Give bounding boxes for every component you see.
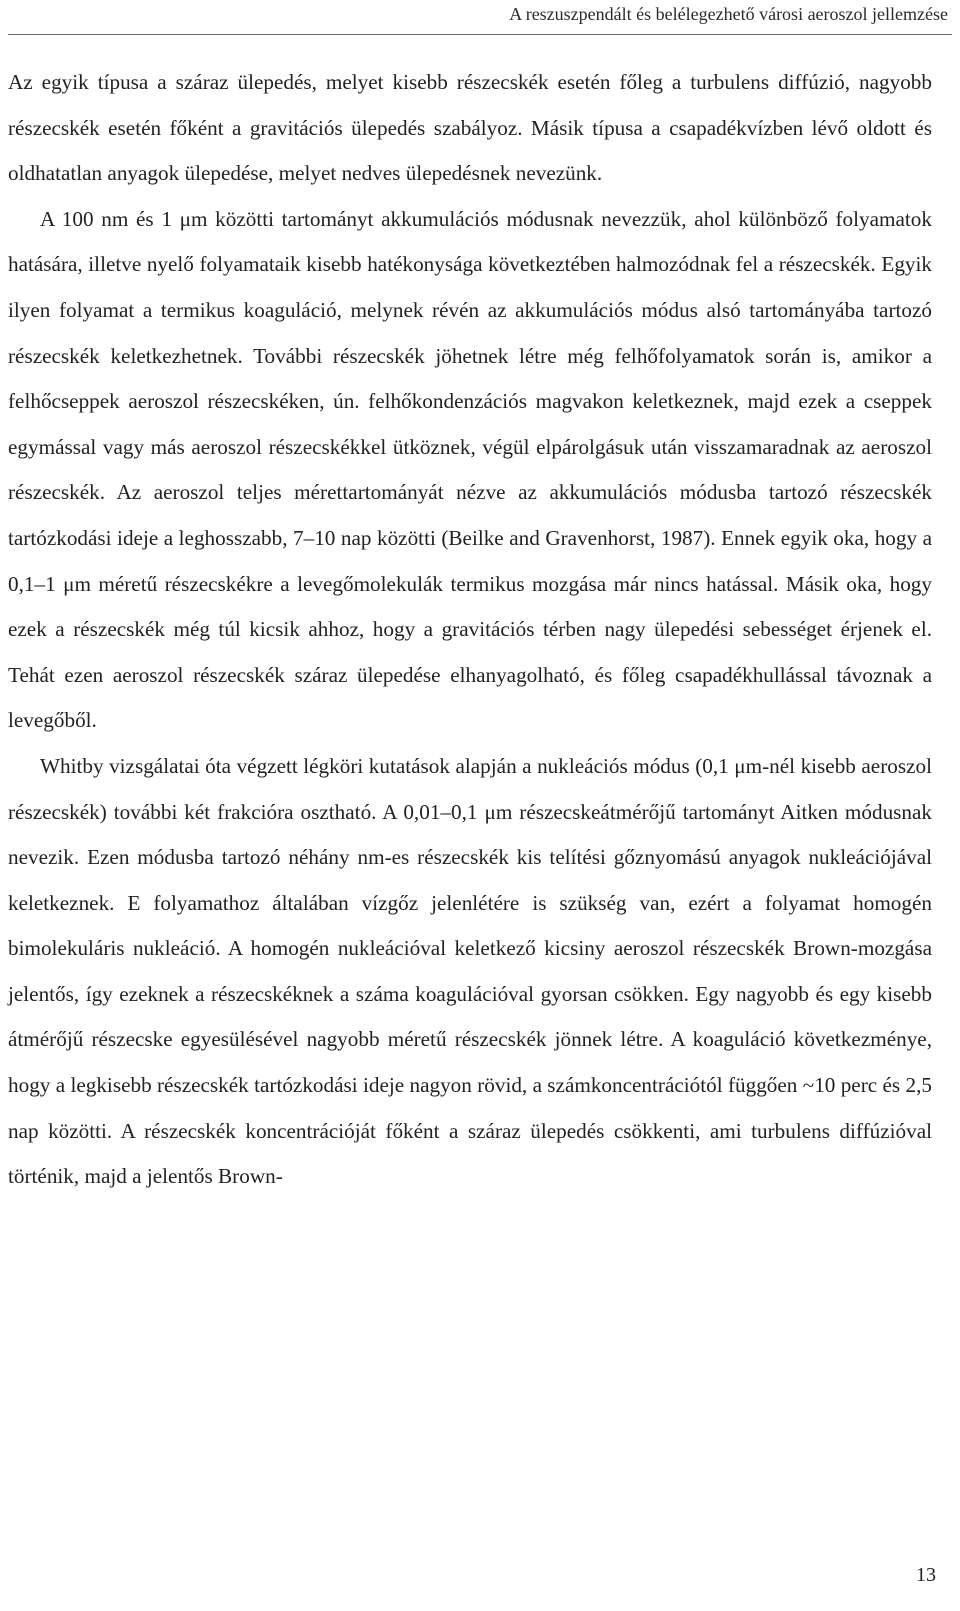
body-text xyxy=(8,60,932,1200)
running-header: A reszuszpendált és belélegezhető városi aeroszol jellemzése xyxy=(509,4,948,24)
paragraph-nucleation-mode: Whitby vizsgálatai óta végzett légköri kutatások alapján a nukleációs módus (0,1 μm-nél kisebb aeroszol részecskék) további két frakcióra osztható. A 0,01–0,1 μm részecskeátmérőjű tartományt Aitken módusnak nevezik. Ezen módusba tartozó néhány nm-es részecskék kis telítési gőznyomású anyagok nukleációjával keletkeznek. E folyamathoz általában vízgőz jelenlétére is szükség van, ezért a folyamat homogén bimolekuláris nukleáció. A homogén nukleációval keletkező kicsiny aeroszol részecskék Brown-mozgása jelentős, így ezeknek a részecskéknek a száma koagulációval gyorsan csökken. Egy nagyobb és egy kisebb átmérőjű részecske egyesülésével nagyobb méretű részecskék jönnek létre. A koaguláció következménye, hogy a legkisebb részecskék tartózkodási ideje nagyon rövid, a számkoncentrációtól függően ~10 perc és 2,5 nap közötti. A részecskék koncentrációját főként a száraz ülepedés csökkenti, ami turbulens diffúzióval történik, majd a jelentős Brown- xyxy=(8,753,932,1189)
page-number: 13 xyxy=(916,1564,936,1586)
header-divider xyxy=(8,34,952,35)
paragraph-accumulation-mode: A 100 nm és 1 μm közötti tartományt akkumulációs módusnak nevezzük, ahol különböző folyamatok hatására, illetve nyelő folyamataik kisebb hatékonysága következtében halmozódnak fel a részecskék. Egyik ilyen folyamat a termikus koaguláció, melynek révén az akkumulációs módus alsó tartományába tartozó részecskék keletkezhetnek. További részecskék jöhetnek létre még felhőfolyamatok során is, amikor a felhőcseppek aeroszol részecskéken, ún. felhőkondenzációs magvakon keletkeznek, majd ezek a cseppek egymással vagy más aeroszol részecskékkel ütköznek, végül elpárolgásuk után visszamaradnak az aeroszol részecskék. Az aeroszol teljes mérettartományát nézve az akkumulációs módusba tartozó részecskék tartózkodási ideje a leghosszabb, 7–10 nap közötti (Beilke and Gravenhorst, 1987). Ennek egyik oka, hogy a 0,1–1 μm méretű részecskékre a levegőmolekulák termikus mozgása már nincs hatással. Másik oka, hogy ezek a részecskék még túl kicsik ahhoz, hogy a gravitációs térben nagy ülepedési sebességet érjenek el. Tehát ezen aeroszol részecskék száraz ülepedése elhanyagolható, és főleg csapadékhullással távoznak a levegőből. xyxy=(8,206,932,733)
paragraph-dry-deposition: Az egyik típusa a száraz ülepedés, melyet kisebb részecskék esetén főleg a turbulens diffúzió, nagyobb részecskék esetén főként a gravitációs ülepedés szabályoz. Másik típusa a csapadékvízben lévő oldott és oldhatatlan anyagok ülepedése, melyet nedves ülepedésnek nevezünk. xyxy=(8,70,932,186)
